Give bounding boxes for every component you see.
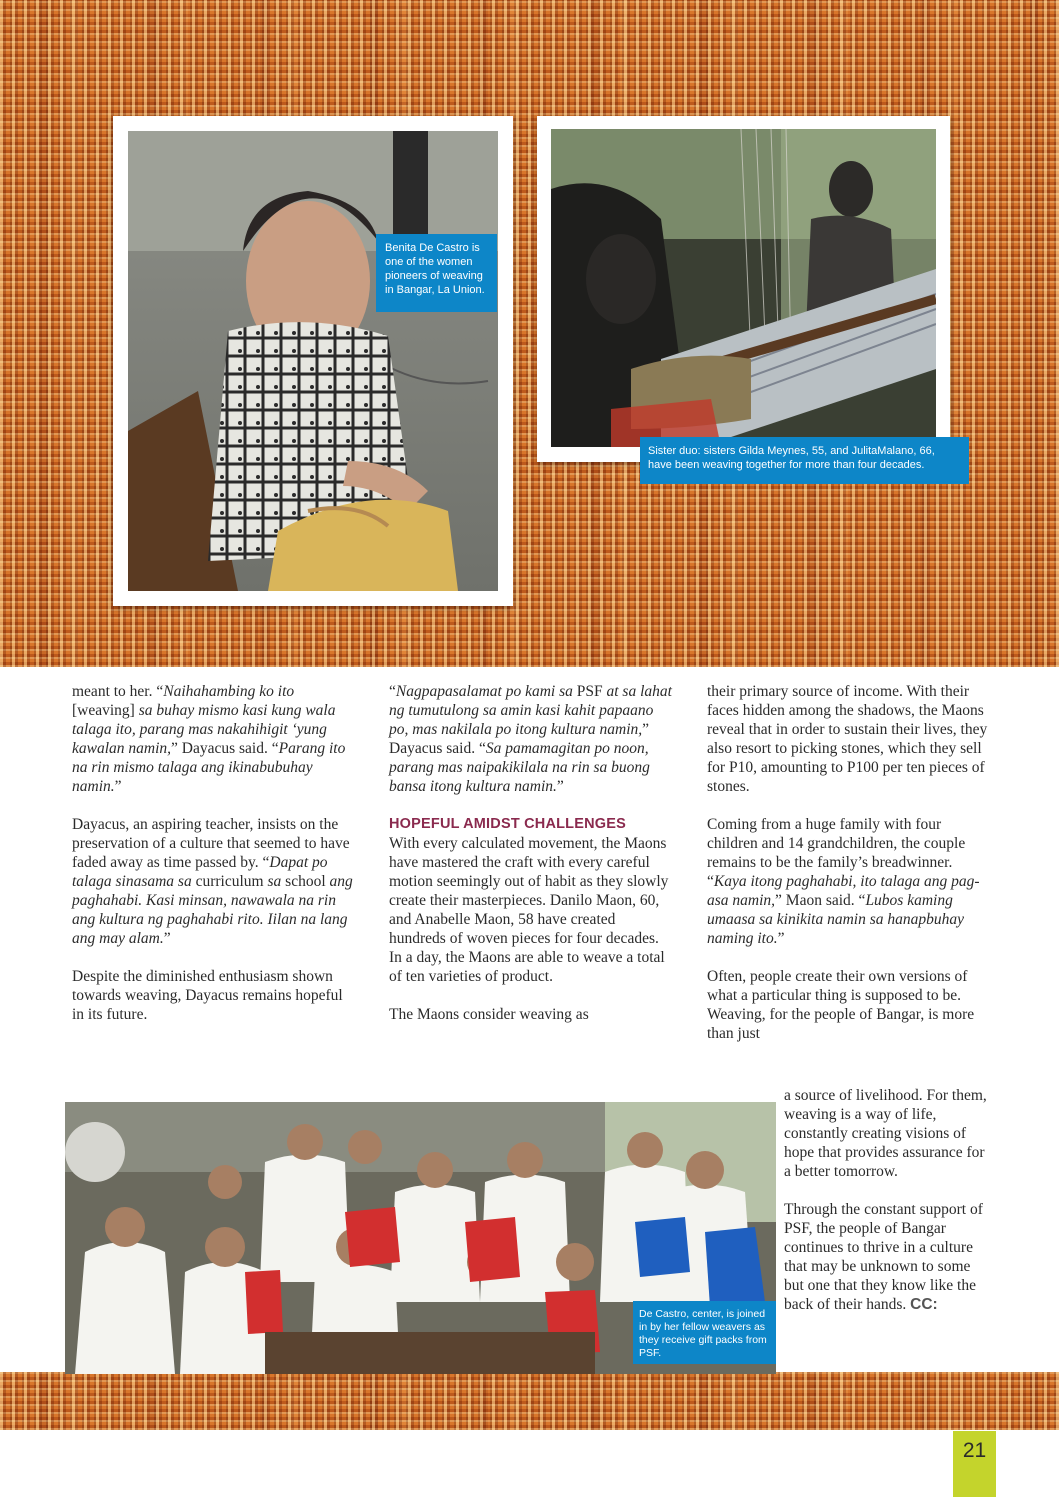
col3-paragraph-3: Often, people create their own versions of what a particular thing is supposed to be. Weaving, for the people of Bangar, is more than just (707, 968, 975, 1042)
italic-text: Parang ito na rin mismo talaga ang ikinabubuhay namin. (72, 740, 346, 795)
section-heading: HOPEFUL AMIDST CHALLENGES (389, 816, 627, 832)
col3-paragraph-1: their primary source of income. With their faces hidden among the shadows, the Maons reveal that in order to sustain their lives, they also resort to picking stones, which they sell for P10, amounting to P100 per ten pieces of stones. (707, 683, 988, 795)
article-column-3-continued (784, 1086, 992, 1314)
text: ” (163, 930, 171, 947)
italic-text: Lubos kaming umaasa sa kinikita namin sa hanapbuhay naming ito. (707, 892, 965, 947)
italic-text: sa buhay mismo kasi kung wala talaga ito, parang mas nakahihigit ‘yung kawalan namin, (72, 702, 336, 757)
text: “ (389, 683, 396, 700)
text: Dayacus, an aspiring teacher, insists on the preservation of a culture that seemed to have faded away as time passed by. “ (72, 816, 350, 871)
group-caption: De Castro, center, is joined in by her fellow weavers as they receive gift packs from PSF. (633, 1301, 776, 1364)
loom-photo-frame (537, 116, 950, 462)
text: ” (114, 778, 122, 795)
loom-caption: Sister duo: sisters Gilda Meynes, 55, and JulitaMalano, 66, have been weaving together for more than four decades. (640, 437, 969, 484)
loom-photo (551, 129, 936, 447)
text: curriculum (191, 873, 268, 890)
text: ” Maon said. “ (775, 892, 866, 909)
portrait-caption: Benita De Castro is one of the women pioneers of weaving in Bangar, La Union. (376, 234, 497, 312)
article-column-1 (72, 682, 356, 1024)
col2-paragraph-1 (389, 682, 673, 796)
col1-paragraph-1 (72, 682, 356, 796)
article-column-3 (707, 682, 991, 1043)
italic-text: Kaya itong paghahabi, ito talaga ang pag-asa namin, (707, 873, 980, 909)
col3-paragraph-2 (707, 815, 991, 948)
page-number: 21 (953, 1431, 996, 1497)
end-mark: CC: (910, 1296, 938, 1313)
text: ” (777, 930, 785, 947)
text: Coming from a huge family with four children and 14 grandchildren, the couple remains to be the family’s breadwinner. “ (707, 816, 966, 890)
text: meant to her. “ (72, 683, 164, 700)
text: ” Dayacus said. “ (171, 740, 279, 757)
col3-paragraph-3-continued: a source of livelihood. For them, weaving is a way of life, constantly creating visions of hope that provides assurance for a better tomorrow. (784, 1087, 987, 1180)
italic-text: ang paghahabi. Kasi minsan, nawawala na rin ang kultura ng paghahabi rito. Iilan na lang ang may alam. (72, 873, 353, 947)
text: PSF (572, 683, 607, 700)
italic-text: Sa pamamagitan po noon, parang mas naipakikilala na rin sa buong bansa itong kultura namin. (389, 740, 650, 795)
italic-text: sa (267, 873, 282, 890)
text: school (281, 873, 330, 890)
text: ” (556, 778, 564, 795)
text: [weaving] (72, 702, 139, 719)
text: ” Dayacus said. “ (389, 721, 650, 757)
italic-text: Dapat po talaga sinasama sa (72, 854, 328, 890)
col2-paragraph-3: The Maons consider weaving as (389, 1006, 589, 1023)
text: Through the constant support of PSF, the people of Bangar continues to thrive in a culture that may be unknown to some but one that they know like the back of their hands. (784, 1201, 983, 1313)
article-column-2 (389, 682, 673, 1024)
portrait-photo (128, 131, 498, 591)
italic-text: Naihahambing ko ito (163, 683, 295, 700)
col2-paragraph-2: With every calculated movement, the Maons have mastered the craft with every careful motion seemingly out of habit as they slowly create their masterpieces. Danilo Maon, 60, and Anabelle Maon, 58 have created hundreds of woven pieces for four decades. In a day, the Maons are able to weave a total of ten varieties of product. (389, 835, 669, 985)
woven-textile-background-bottom (0, 1372, 1059, 1430)
col1-paragraph-2 (72, 815, 356, 948)
col1-paragraph-3: Despite the diminished enthusiasm shown towards weaving, Dayacus remains hopeful in its future. (72, 968, 343, 1023)
italic-text: Nagpapasalamat po kami sa (395, 683, 573, 700)
col3-paragraph-4 (784, 1200, 992, 1314)
italic-text: at sa lahat ng tumutulong sa amin kasi kahit papaano po, mas nakilala po itong kultura namin, (389, 683, 672, 738)
portrait-photo-frame (113, 116, 513, 606)
